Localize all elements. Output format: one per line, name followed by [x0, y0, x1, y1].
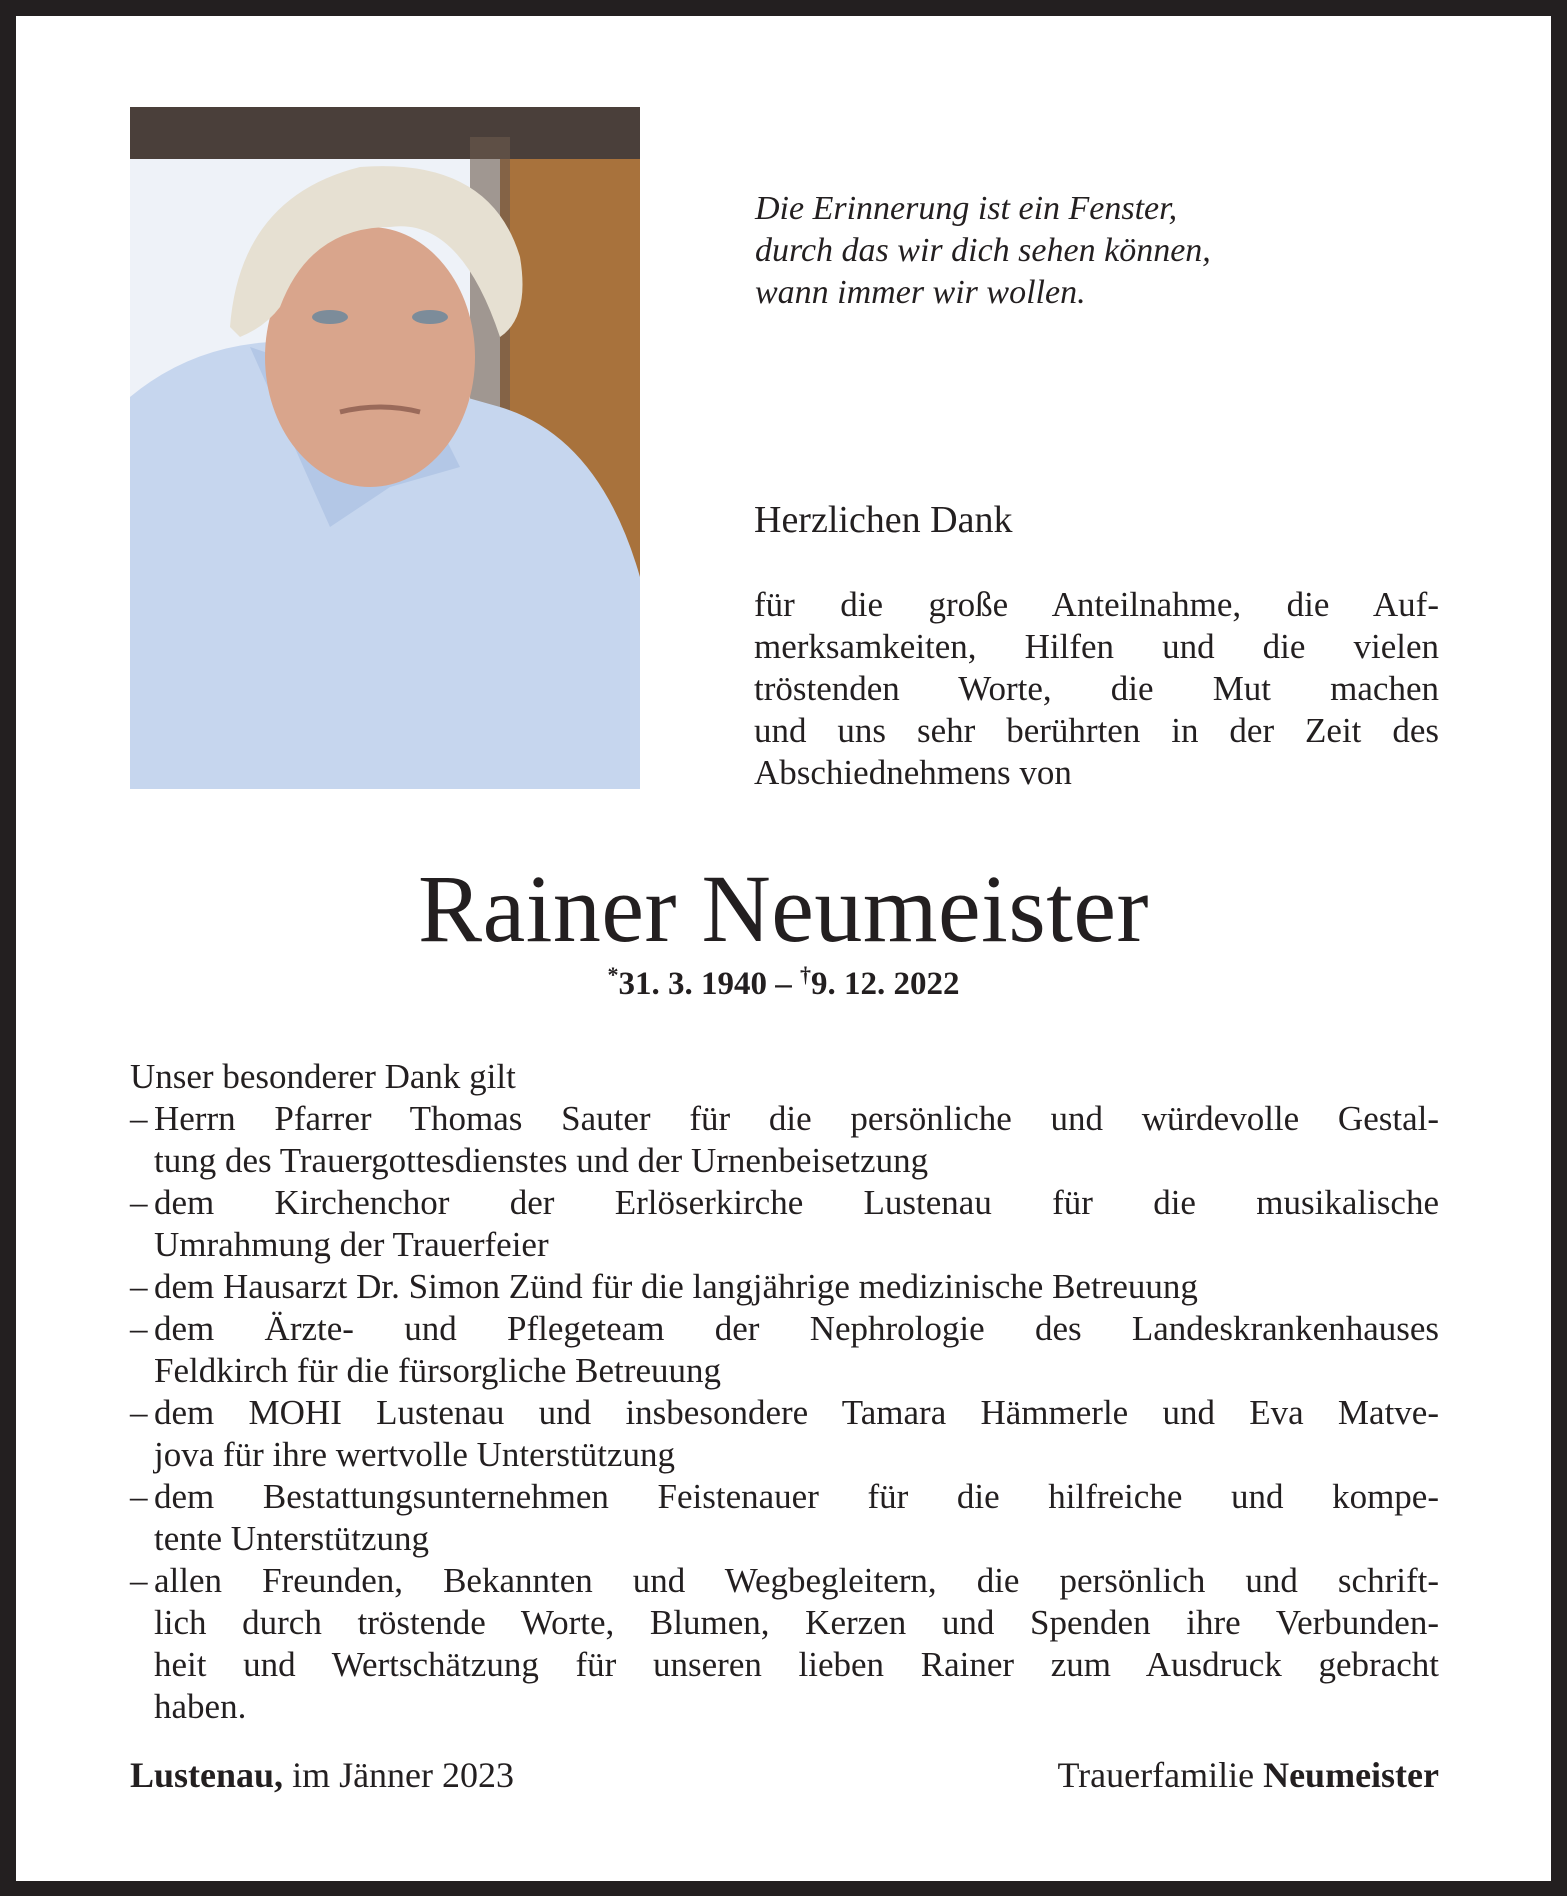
list-item-line: dem Ärzte- und Pflegeteam der Nephrologie des Landeskrankenhauses	[154, 1309, 1439, 1348]
list-item-line: Herrn Pfarrer Thomas Sauter für die persönliche und würdevolle Gestal-	[154, 1099, 1439, 1138]
list-item-line: tung des Trauergottesdienstes und der Urnenbeisetzung	[154, 1141, 929, 1180]
list-item	[130, 1266, 1439, 1308]
portrait-image	[130, 107, 640, 789]
list-item-line: lich durch tröstende Worte, Blumen, Kerzen und Spenden ihre Verbunden-	[154, 1603, 1439, 1642]
bullet-dash-icon: –	[130, 1183, 148, 1222]
life-dates	[16, 964, 1551, 1004]
bullet-dash-icon: –	[130, 1393, 148, 1432]
thanks-heading: Herzlichen Dank	[754, 499, 1013, 541]
date: im Jänner 2023	[283, 1755, 515, 1795]
list-item-line: tente Unterstützung	[154, 1519, 430, 1558]
photo-eye-right	[412, 310, 448, 324]
list-item-line: Umrahmung der Trauerfeier	[154, 1225, 549, 1264]
date-separator: –	[767, 966, 800, 1002]
list-item-line: dem MOHI Lustenau und insbesondere Tamara Hämmerle und Eva Matve-	[154, 1393, 1439, 1432]
death-cross-icon: †	[800, 962, 811, 987]
list-item-line: dem Kirchenchor der Erlöserkirche Lustenau für die musikalische	[154, 1183, 1439, 1222]
list-item-line: dem Bestattungsunternehmen Feistenauer für die hilfreiche und kompe-	[154, 1477, 1439, 1516]
list-item	[130, 1308, 1439, 1392]
memorial-quote	[755, 188, 1315, 314]
quote-line: wann immer wir wollen.	[755, 274, 1086, 311]
list-item	[130, 1392, 1439, 1476]
list-item	[130, 1476, 1439, 1560]
bullet-dash-icon: –	[130, 1099, 148, 1138]
birth-star-icon: *	[607, 962, 619, 987]
quote-line: Die Erinnerung ist ein Fenster,	[755, 190, 1178, 227]
list-item-line: Feldkirch für die fürsorgliche Betreuung	[154, 1351, 721, 1390]
bullet-dash-icon: –	[130, 1477, 148, 1516]
portrait-photo	[130, 107, 640, 789]
photo-eye-left	[312, 310, 348, 324]
special-thanks-intro: Unser besonderer Dank gilt	[130, 1057, 516, 1096]
death-date: 9. 12. 2022	[811, 966, 960, 1002]
place-and-date	[130, 1753, 514, 1797]
family-signature	[1057, 1753, 1439, 1797]
birth-date: 31. 3. 1940	[618, 966, 767, 1002]
list-item-line: haben.	[154, 1687, 247, 1726]
list-item-line: heit und Wertschätzung für unseren lieben Rainer zum Ausdruck gebracht	[154, 1645, 1439, 1684]
bullet-dash-icon: –	[130, 1561, 148, 1600]
thanks-line: Abschiednehmens von	[754, 753, 1072, 792]
list-item	[130, 1560, 1439, 1728]
family-name: Neumeister	[1263, 1755, 1439, 1795]
deceased-name: Rainer Neumeister	[418, 855, 1149, 962]
list-item-line: dem Hausarzt Dr. Simon Zünd für die langjährige medizinische Betreuung	[154, 1267, 1198, 1306]
list-item	[130, 1182, 1439, 1266]
quote-line: durch das wir dich sehen können,	[755, 232, 1211, 269]
thanks-line: tröstenden Worte, die Mut machen	[754, 669, 1439, 708]
thanks-line: und uns sehr berührten in der Zeit des	[754, 711, 1439, 750]
family-prefix: Trauerfamilie	[1057, 1755, 1264, 1795]
thanks-paragraph	[754, 584, 1439, 794]
thanks-line: merksamkeiten, Hilfen und die vielen	[754, 627, 1439, 666]
obituary-notice	[16, 16, 1551, 1881]
bullet-dash-icon: –	[130, 1267, 148, 1306]
photo-beam	[130, 107, 640, 159]
thanks-line: für die große Anteilnahme, die Auf-	[754, 585, 1439, 624]
bullet-dash-icon: –	[130, 1309, 148, 1348]
list-item-line: allen Freunden, Bekannten und Wegbegleitern, die persönlich und schrift-	[154, 1561, 1439, 1600]
list-item	[130, 1098, 1439, 1182]
special-thanks-list	[130, 1098, 1439, 1728]
place: Lustenau,	[130, 1755, 284, 1795]
list-item-line: jova für ihre wertvolle Unterstützung	[154, 1435, 675, 1474]
